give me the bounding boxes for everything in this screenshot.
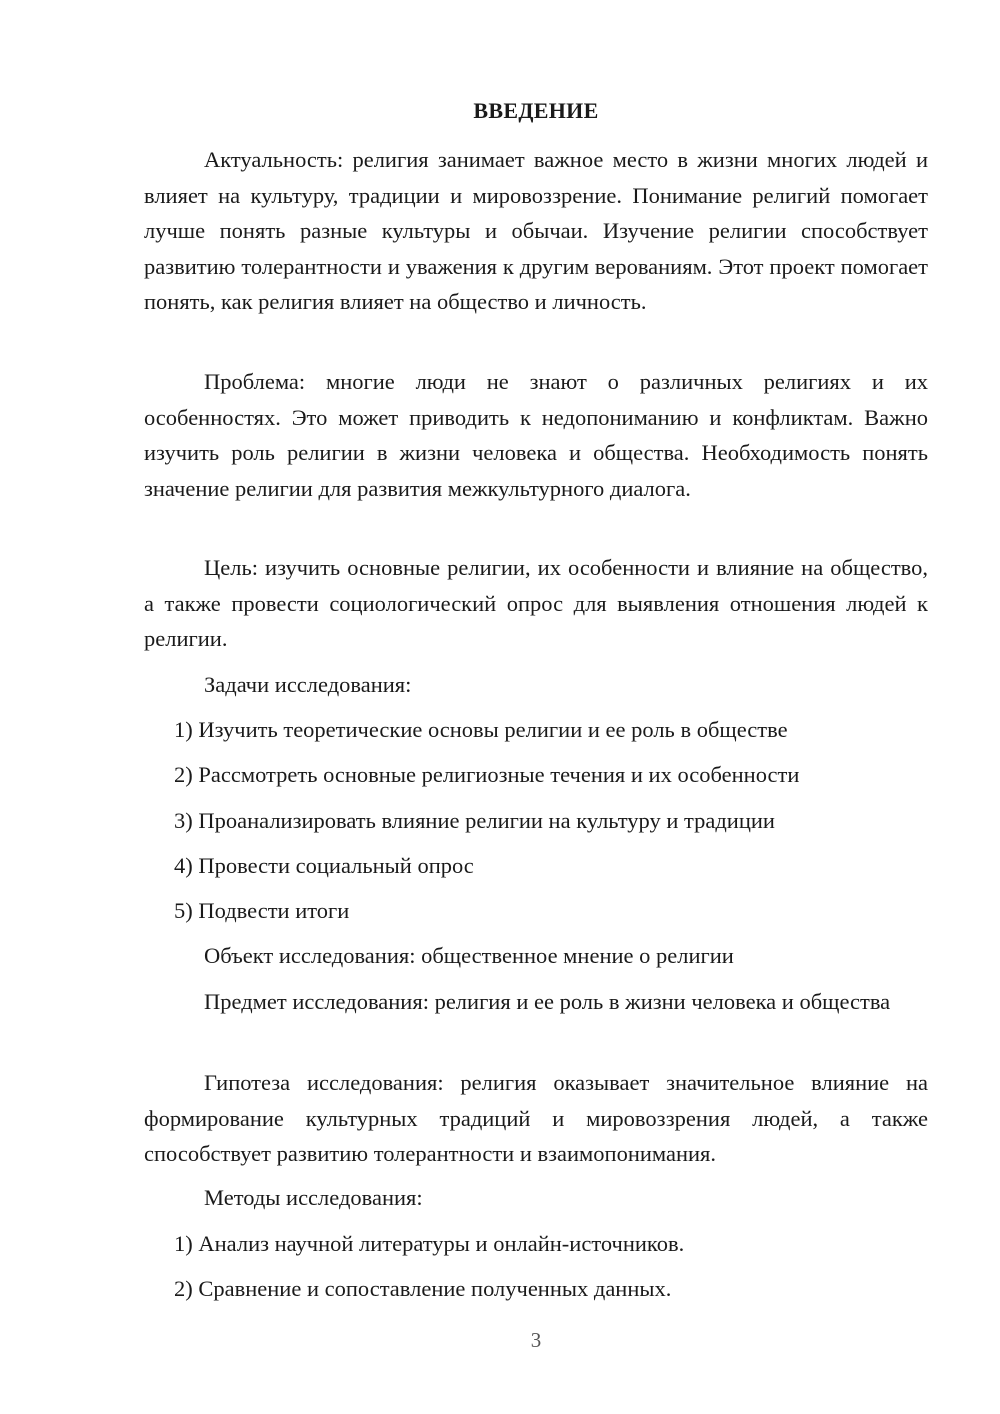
paragraph-object: Объект исследования: общественное мнение о религии [204,943,734,968]
page-title: ВВЕДЕНИЕ [473,98,599,123]
task-item-5: 5) Подвести итоги [174,898,350,923]
task-item-3: 3) Проанализировать влияние религии на культуру и традиции [174,808,775,833]
paragraph-hypothesis: Гипотеза исследования: религия оказывает значительное влияние на формирование культурных традиций и мировоззрения людей, а также способствует развитию толерантности и взаимопонимания. [144,1070,928,1166]
paragraph-problem: Проблема: многие люди не знают о различных религиях и их особенностях. Это может приводить к недопониманию и конфликтам. Важно изучить роль религии в жизни человека и общества. Необходимость понять значение религии для развития межкультурного диалога. [144,369,928,501]
paragraph-goal: Цель: изучить основные религии, их особенности и влияние на общество, а также провести социологический опрос для выявления отношения людей к религии. [144,555,928,651]
task-item-2: 2) Рассмотреть основные религиозные течения и их особенности [174,762,800,787]
paragraph-relevance: Актуальность: религия занимает важное место в жизни многих людей и влияет на культуру, традиции и мировоззрение. Понимание религий помогает лучше понять разные культуры и обычаи. Изучение религии способствует развитию толерантности и уважения к другим верованиям. Этот проект помогает понять, как религия влияет на общество и личность. [144,147,928,314]
task-item-1: 1) Изучить теоретические основы религии и ее роль в обществе [174,717,788,742]
page-number: 3 [530,1328,542,1352]
method-item-1: 1) Анализ научной литературы и онлайн-источников. [174,1231,685,1256]
method-item-2: 2) Сравнение и сопоставление полученных данных. [174,1276,672,1301]
document-page [144,0,928,1414]
methods-heading: Методы исследования: [204,1185,423,1210]
tasks-heading: Задачи исследования: [204,672,412,697]
paragraph-subject: Предмет исследования: религия и ее роль в жизни человека и общества [204,989,891,1014]
task-item-4: 4) Провести социальный опрос [174,853,474,878]
